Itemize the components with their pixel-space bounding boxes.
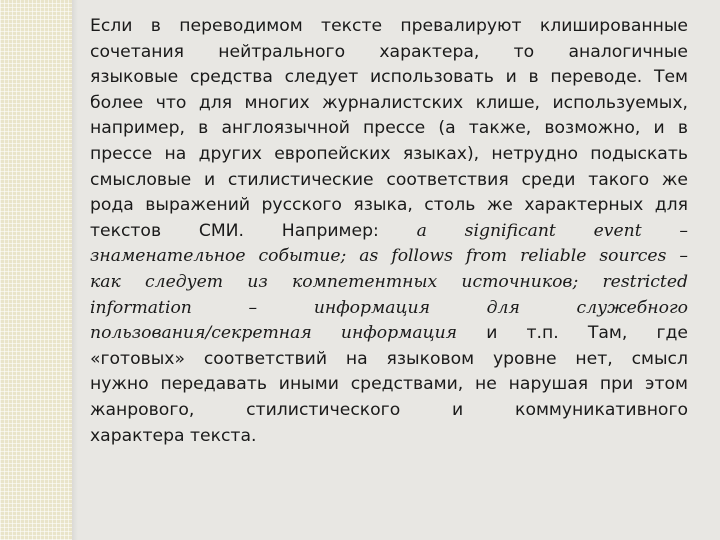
text-segment-italic: знаменательное событие; as follows from reliable sources – <box>90 246 688 267</box>
decorative-band-edge <box>72 0 78 540</box>
text-segment: характера текста. <box>90 425 257 446</box>
text-line <box>90 14 688 40</box>
decorative-left-band <box>0 0 72 540</box>
text-line <box>90 168 688 194</box>
text-segment: рода выражений русского языка, столь же характерных для <box>90 195 688 216</box>
text-segment-italic: a significant event – <box>416 220 688 241</box>
text-line <box>90 91 688 117</box>
text-segment: «готовых» соответствий на языковом уровне нет, смысл <box>90 348 688 369</box>
text-segment-italic: как следует из компетентных источников; restricted <box>90 271 688 292</box>
text-line <box>90 244 688 270</box>
text-segment: текстов СМИ. Например: <box>90 220 417 241</box>
text-segment: сочетания нейтрального характера, то аналогичные <box>90 41 688 62</box>
text-line <box>90 424 688 450</box>
text-segment: и т.п. Там, где <box>457 323 688 344</box>
text-segment: жанрового, стилистического и коммуникативного <box>90 399 688 420</box>
text-line <box>90 116 688 142</box>
body-paragraph <box>90 14 688 449</box>
text-segment: например, в англоязычной прессе (а также, возможно, и в <box>90 118 688 139</box>
text-line <box>90 372 688 398</box>
text-segment: прессе на других европейских языках), нетрудно подыскать <box>90 143 688 164</box>
text-line <box>90 193 688 219</box>
text-line <box>90 270 688 296</box>
text-line <box>90 65 688 91</box>
text-segment-italic: information – информация для служебного <box>90 297 688 318</box>
text-line <box>90 398 688 424</box>
text-segment: Если в переводимом тексте превалируют клишированные <box>90 16 688 36</box>
text-line <box>90 296 688 322</box>
text-segment: смысловые и стилистические соответствия среди такого же <box>90 169 688 190</box>
text-segment: нужно передавать иными средствами, не нарушая при этом <box>90 374 688 395</box>
text-line <box>90 40 688 66</box>
text-line <box>90 219 688 245</box>
text-line <box>90 142 688 168</box>
text-segment: языковые средства следует использовать и в переводе. Тем <box>90 67 688 88</box>
text-line <box>90 347 688 373</box>
text-segment-italic: пользования/секретная информация <box>90 323 458 344</box>
text-line <box>90 321 688 347</box>
text-segment: более что для многих журналистских клише, используемых, <box>90 92 688 113</box>
